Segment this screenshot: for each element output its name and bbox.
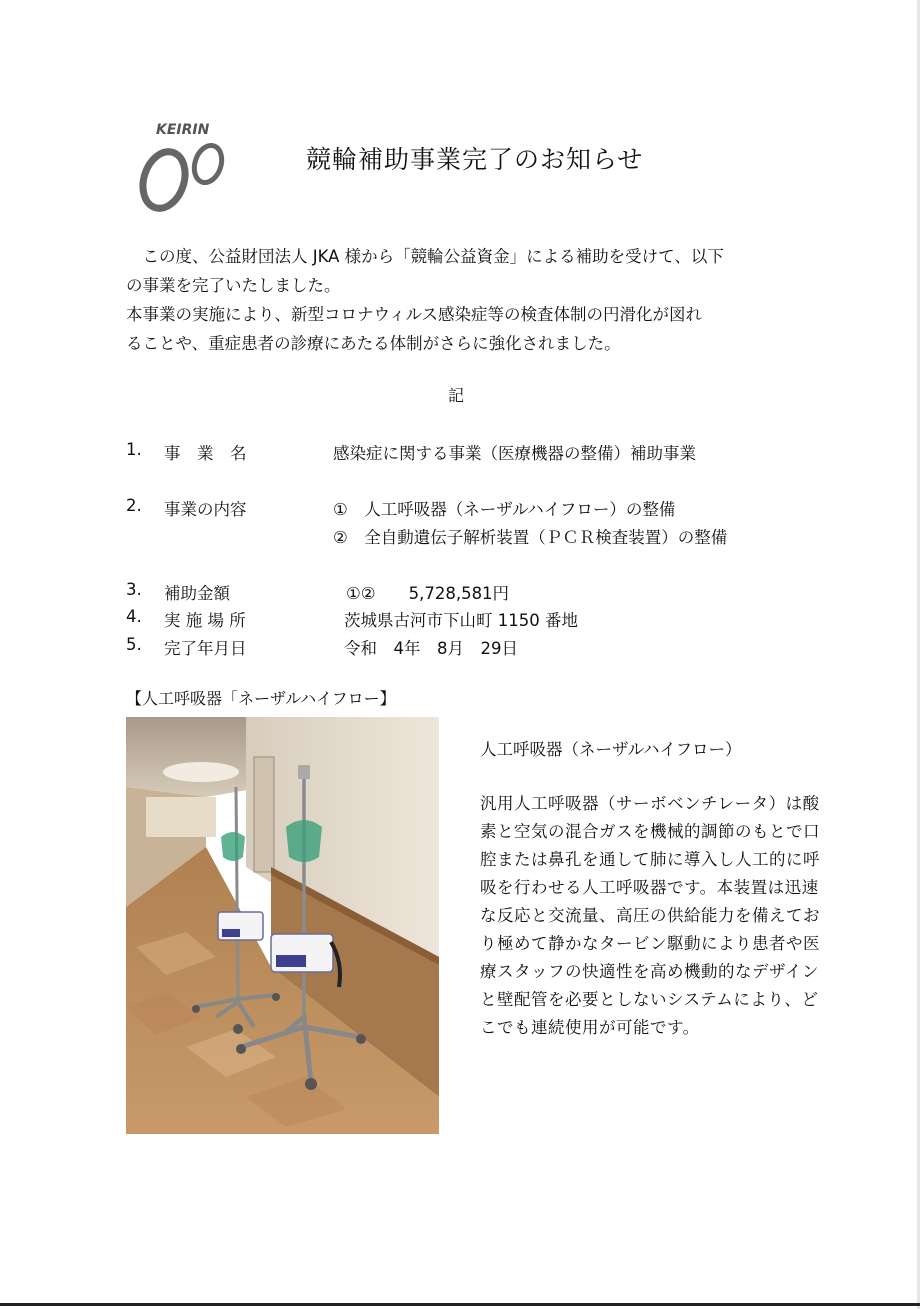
intro-line: の事業を完了いたしました。 <box>126 276 341 295</box>
description-line: り極めて静かなタービン駆動により患者や医 <box>480 934 820 953</box>
page-title: 競輪補助事業完了のお知らせ <box>306 145 644 174</box>
description-line: こでも連続使用が可能です。 <box>480 1018 700 1037</box>
description-line: な反応と交流量、高圧の供給能力を備えてお <box>480 906 820 925</box>
item-value-second: ② 全自動遺伝子解析装置（ＰＣＲ検査装置）の整備 <box>333 528 728 547</box>
item-label: 事業の内容 <box>164 500 247 519</box>
description-line: 素と空気の混合ガスを機械的調節のもとで口 <box>480 822 820 841</box>
description-line: 汎用人工呼吸器（サーボベンチレータ）は酸 <box>480 794 820 813</box>
description-line: 腔または鼻孔を通して肺に導入し人工的に呼 <box>480 850 820 869</box>
item-number: 3. <box>126 580 142 599</box>
intro-line: この度、公益財団法人 JKA 様から「競輪公益資金」による補助を受けて、以下 <box>126 247 724 266</box>
item-number: 2. <box>126 496 142 515</box>
item-number: 4. <box>126 607 142 626</box>
item-label: 完了年月日 <box>164 639 247 658</box>
item-number: 1. <box>126 440 142 459</box>
intro-line: 本事業の実施により、新型コロナウィルス感染症等の検査体制の円滑化が図れ <box>126 305 703 324</box>
keirin-wheel-icon <box>134 138 234 214</box>
item-value: 感染症に関する事業（医療機器の整備）補助事業 <box>333 444 696 463</box>
intro-line: ることや、重症患者の診療にあたる体制がさらに強化されました。 <box>126 334 621 353</box>
description-line: 療スタッフの快適性を高め機動的なデザイン <box>480 962 819 981</box>
description-line: 吸を行わせる人工呼吸器です。本装置は迅速 <box>480 878 819 897</box>
keirin-logo <box>134 120 234 215</box>
item-label: 実 施 場 所 <box>164 611 246 630</box>
item-value: 茨城県古河市下山町 1150 番地 <box>344 611 578 630</box>
item-label: 補助金額 <box>164 584 230 603</box>
device-description <box>480 790 860 1042</box>
item-value: ① 人工呼吸器（ネーザルハイフロー）の整備 <box>333 500 676 519</box>
logo-text: KEIRIN <box>156 122 210 138</box>
page-bottom-rule <box>0 1303 920 1306</box>
photo-caption: 【人工呼吸器「ネーザルハイフロー】 <box>126 689 396 708</box>
item-label: 事 業 名 <box>164 444 247 463</box>
item-value: ①② 5,728,581円 <box>346 584 510 603</box>
description-line: と壁配管を必要としないシステムにより、ど <box>480 990 819 1009</box>
ventilator-photo <box>126 717 439 1134</box>
item-number: 5. <box>126 635 142 654</box>
intro-paragraph <box>126 242 806 358</box>
item-value: 令和 4年 8月 29日 <box>344 639 518 658</box>
device-title: 人工呼吸器（ネーザルハイフロー） <box>480 740 742 759</box>
ki-heading: 記 <box>448 386 465 405</box>
